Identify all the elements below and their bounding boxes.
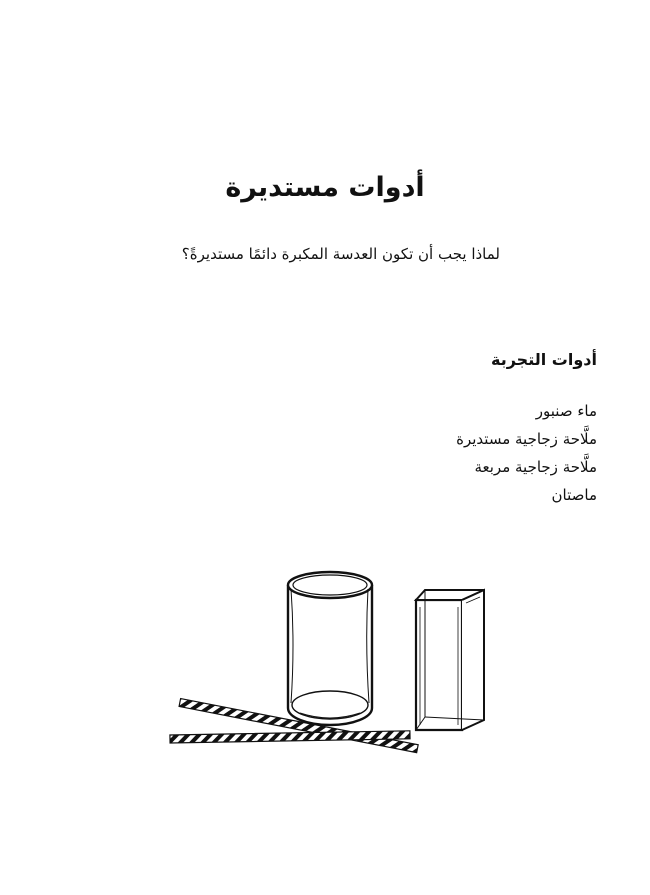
material-item-round-jar: ملَّاحة زجاجية مستديرة — [456, 430, 597, 448]
material-item-straws: ماصتان — [551, 486, 597, 504]
material-item-square-jar: ملَّاحة زجاجية مربعة — [474, 458, 597, 476]
experiment-illustration — [160, 565, 500, 780]
material-item-water: ماء صنبور — [535, 402, 597, 420]
materials-list — [300, 397, 597, 509]
materials-heading: أدوات التجربة — [491, 350, 597, 369]
round-glass-jar-icon — [288, 572, 372, 725]
square-glass-jar-icon — [416, 590, 484, 730]
experiment-question: لماذا يجب أن تكون العدسة المكبرة دائمًا مستديرةً؟ — [181, 245, 500, 263]
page-title: أدوات مستديرة — [225, 172, 425, 203]
